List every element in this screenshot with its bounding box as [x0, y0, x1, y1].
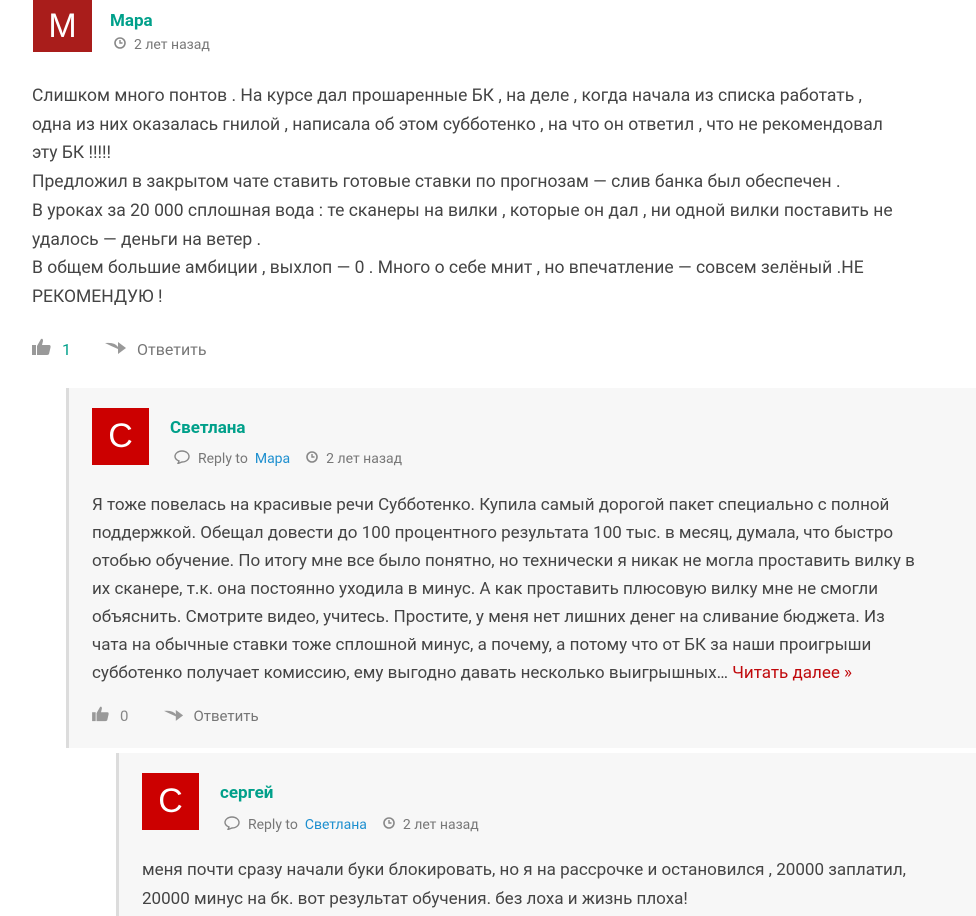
comment-time[interactable]: 2 лет назад: [402, 817, 479, 833]
read-more-link[interactable]: Читать далее »: [732, 663, 853, 683]
comment-text-line: Предложил в закрытом чате ставить готовые ставки по прогнозам — слив банка был обеспечен .: [32, 172, 841, 193]
clock-icon: [383, 817, 395, 833]
thumbs-up-icon[interactable]: [92, 706, 110, 726]
comment-text-line: [92, 659, 967, 687]
comment-text-line: В уроках за 20 000 сплошная вода : те сканеры на вилки , которые он дал , ни одной вилки поставить не: [32, 200, 893, 221]
comment-text-line: В общем большие амбиции , выхлоп — 0 . Много о себе мнит , но впечатление — совсем зелёный .НЕ: [32, 258, 864, 279]
comment-actions: [32, 338, 207, 360]
comment-text: [92, 491, 967, 687]
reply-to-link[interactable]: Светлана: [304, 817, 367, 833]
comment-meta: [114, 37, 210, 53]
reply-to-label: Reply to: [248, 817, 298, 833]
comment-actions: [92, 706, 259, 726]
vote-count: 1: [62, 339, 71, 359]
reply-arrow-icon: [164, 707, 184, 726]
reply-label[interactable]: Ответить: [137, 339, 207, 359]
avatar[interactable]: С: [92, 408, 149, 465]
comment-text-line: Я тоже повелась на красивые речи Субботенко. Купила самый дорогой пакет специально с полной: [92, 495, 890, 515]
comment-author[interactable]: Мара: [110, 11, 153, 31]
clock-icon: [306, 451, 318, 467]
comment-time[interactable]: 2 лет назад: [326, 451, 403, 467]
comment-text-line: эту БК !!!!!: [32, 143, 112, 164]
comment-bubble-icon: [224, 816, 240, 834]
avatar[interactable]: С: [142, 773, 199, 830]
comment-mara: [0, 0, 976, 388]
reply-to-label: Reply to: [198, 451, 248, 467]
comment-time[interactable]: 2 лет назад: [134, 37, 210, 53]
comment-text-line: РЕКОМЕНДУЮ !: [32, 286, 163, 307]
comment-bubble-icon: [174, 450, 190, 468]
comment-text-line: одна из них оказалась гнилой , написала об этом субботенко , на что он ответил , что не рекомендовал: [32, 114, 883, 135]
comment-sergey: [116, 753, 976, 916]
comment-text: [142, 856, 972, 914]
comment-text-line: их сканере, т.к. она постоянно уходила в минус. А как проставить плюсовую вилку мне не смогли: [92, 579, 879, 599]
avatar[interactable]: M: [33, 0, 92, 52]
comment-text-line: Слишком много понтов . На курсе дал прошаренные БК , на деле , когда начала из списка работать ,: [32, 86, 862, 106]
reply-arrow-icon: [105, 339, 127, 359]
comment-text: [32, 82, 967, 312]
comment-meta: [174, 450, 402, 468]
comment-text-line: меня почти сразу начали буки блокировать, но я на рассрочке и остановился , 20000 заплатил,: [142, 860, 907, 880]
comment-text-line: объяснить. Смотрите видео, учитесь. Простите, у меня нет лишних денег на сливание бюджета. Из: [92, 607, 885, 627]
comment-author[interactable]: Светлана: [170, 418, 246, 438]
thumbs-up-icon[interactable]: [32, 338, 52, 360]
comment-author[interactable]: сергей: [220, 783, 274, 803]
reply-button[interactable]: [105, 339, 207, 359]
clock-icon: [114, 37, 126, 53]
reply-button[interactable]: [164, 707, 258, 726]
comment-text-line: отобью обучение. По итогу мне все было понятно, но технически я никак не могла проставить вилку в: [92, 551, 915, 571]
comment-text-line: 20000 минус на бк. вот результат обучения. без лоха и жизнь плоха!: [142, 889, 688, 909]
comment-text-line: поддержкой. Обещал довести до 100 процентного результата 100 тыс. в месяц, думала, что быстро: [92, 523, 894, 543]
reply-to-link[interactable]: Мара: [254, 451, 291, 467]
vote-count: 0: [120, 707, 129, 725]
comment-text-tail: субботенко получает комиссию, ему выгодно давать несколько выигрышных…: [92, 663, 729, 683]
comment-text-line: чата на обычные ставки тоже сплошной минус, а почему, а потому что от БК за наши проигрыши: [92, 635, 872, 655]
comment-meta: [224, 816, 479, 834]
reply-label[interactable]: Ответить: [193, 707, 259, 725]
comment-svetlana: [66, 388, 976, 748]
comment-text-line: удалось — деньги на ветер .: [32, 229, 262, 250]
